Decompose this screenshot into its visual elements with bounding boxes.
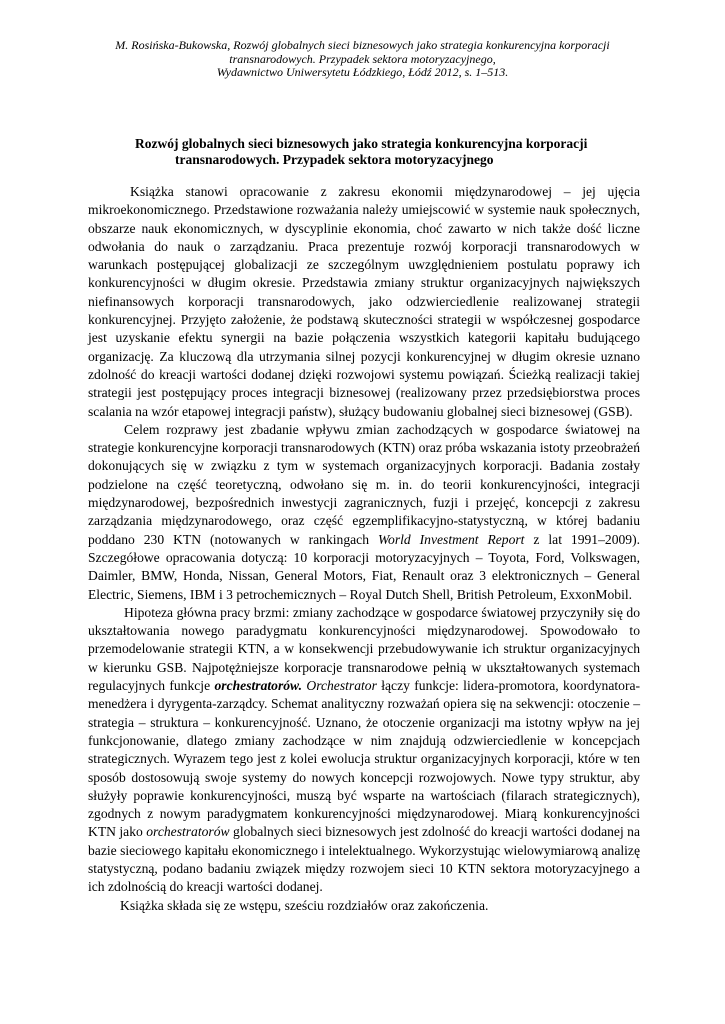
term-orchestrator: Orchestrator <box>306 678 377 694</box>
paragraph-2 <box>88 421 640 604</box>
paragraph-2-text-b: z lat 1991–2009). Szczegółowe opracowania dotyczą: 10 korporacji motoryzacyjnych – Toyota, Ford, Volkswagen, Daimler, BMW, Honda, Nissan, General Motors, Fiat, Renault oraz 3 elektronicznych – General Electric, Siemens, IBM i 3 petrochemicznych – Royal Dutch Shell, British Petroleum, ExxonMobil. <box>88 531 641 602</box>
emphasis-orchestratorow: orchestratorów. <box>214 678 302 694</box>
title-line-2: transnarodowych. Przypadek sektora motoryzacyjnego <box>175 151 494 167</box>
publication-title: World Investment Report <box>377 531 525 547</box>
paragraph-3-text-b: łączy funkcje: lidera-promotora, koordynatora-menedżera i dyrygenta-zarządcy. Schemat analityczny rozważań opiera się na sekwencji: otoczenie – strategia – struktura – konkurencyjność. Uznano, że otoczenie organizacji ma istotny wpływ na jej funkcjonowanie, dlatego zmiany zachodzące w nim znajdują odzwierciedlenie w koncepcjach strategicznych. Wyrazem tego jest z kolei ewolucja struktur organizacyjnych korporacji, które w ten sposób dostosowują swoje systemy do nowych koncepcji rozwojowych. Nowe typy struktur, aby służyły poprawie konkurencyjności, muszą być wsparte na wartościach (filarach strategicznych), zgodnych z nowym paradygmatem konkurencyjności międzynarodowej. Miarą konkurencyjności KTN jako <box>88 678 641 840</box>
citation-line-3: Wydawnictwo Uniwersytetu Łódzkiego, Łódź 2012, s. 1–513. <box>216 65 509 79</box>
citation-line-2: transnarodowych. Przypadek sektora motoryzacyjnego, <box>229 51 496 66</box>
document-body <box>88 183 640 915</box>
paragraph-3 <box>88 604 640 897</box>
citation-header <box>70 39 655 80</box>
paragraph-2-text-a: Celem rozprawy jest zbadanie wpływu zmian zachodzących w gospodarce światowej na strategie konkurencyjne korporacji transnarodowych (KTN) oraz próba wskazania istoty przeobrażeń dokonujących się w związku z tym w systemach organizacyjnych korporacji. Badania zostały podzielone na część teoretyczną, odwołano się m. in. do teorii konkurencyjności, integracji międzynarodowej, bezpośrednich inwestycji zagranicznych, fuzji i przejęć, koncepcji z zakresu zarządzania międzynarodowego, oraz część egzemplifikacyjno-statystyczną, w której badaniu poddano 230 KTN (notowanych w rankingach <box>88 421 640 547</box>
document-title <box>135 136 645 167</box>
citation-line-1: M. Rosińska-Bukowska, Rozwój globalnych sieci biznesowych jako strategia konkurencyjna korporacji <box>115 38 610 52</box>
paragraph-4: Książka składa się ze wstępu, sześciu rozdziałów oraz zakończenia. <box>120 897 489 913</box>
term-orchestratorow: orchestratorów <box>146 824 230 840</box>
paragraph-3-text-a: Hipoteza główna pracy brzmi: zmiany zachodzące w gospodarce światowej przyczyniły się do ukształtowania nowego paradygmatu konkurencyjności międzynarodowej. Spowodowało to przemodelowanie strategii KTN, a w konsekwencji przebudowywanie ich struktur organizacyjnych w kierunku GSB. Najpotężniejsze korporacje transnarodowe pełnią w ukształtowanych systemach regulacyjnych funkcje <box>88 604 640 694</box>
paragraph-1: Książka stanowi opracowanie z zakresu ekonomii międzynarodowej – jej ujęcia mikroekonomicznego. Przedstawione rozważania należy umiejscowić w systemie nauk społecznych, obszarze nauk ekonomicznych, w dyscyplinie ekonomia, choć zawarto w nich także dość liczne odwołania do nauk o zarządzaniu. Praca prezentuje rozwój korporacji transnarodowych w warunkach postępującej globalizacji ze szczególnym uwzględnieniem postulatu poprawy ich konkurencyjności w długim okresie. Przedstawia zmiany struktur organizacyjnych największych niefinansowych korporacji transnarodowych, jako odzwierciedlenie realizowanej strategii konkurencyjnej. Przyjęto założenie, że podstawą skuteczności strategii w współczesnej gospodarce jest uzyskanie efektu synergii na bazie połączenia wszystkich kategorii kapitału budującego organizację. Za kluczową dla utrzymania silnej pozycji konkurencyjnej w długim okresie uznano zdolność do kreacji wartości dodanej dzięki rozwojowi systemu powiązań. Ścieżką realizacji takiej strategii jest postępujący proces integracji biznesowej (realizowany przez przedsiębiorstwa proces scalania na wzór etapowej integracji państw), służący budowaniu globalnej sieci biznesowej (GSB). <box>88 184 640 419</box>
title-line-1: Rozwój globalnych sieci biznesowych jako strategia konkurencyjna korporacji <box>135 136 588 151</box>
paragraph-3-text-c: globalnych sieci biznesowych jest zdolność do kreacji wartości dodanej na bazie sieciowego kapitału ekonomicznego i intelektualnego. Wykorzystując wielowymiarową analizę statystyczną, podano badaniu związek między rozwojem sieci 10 KTN sektora motoryzacyjnego a ich zdolnością do kreacji wartości dodanej. <box>88 824 640 895</box>
